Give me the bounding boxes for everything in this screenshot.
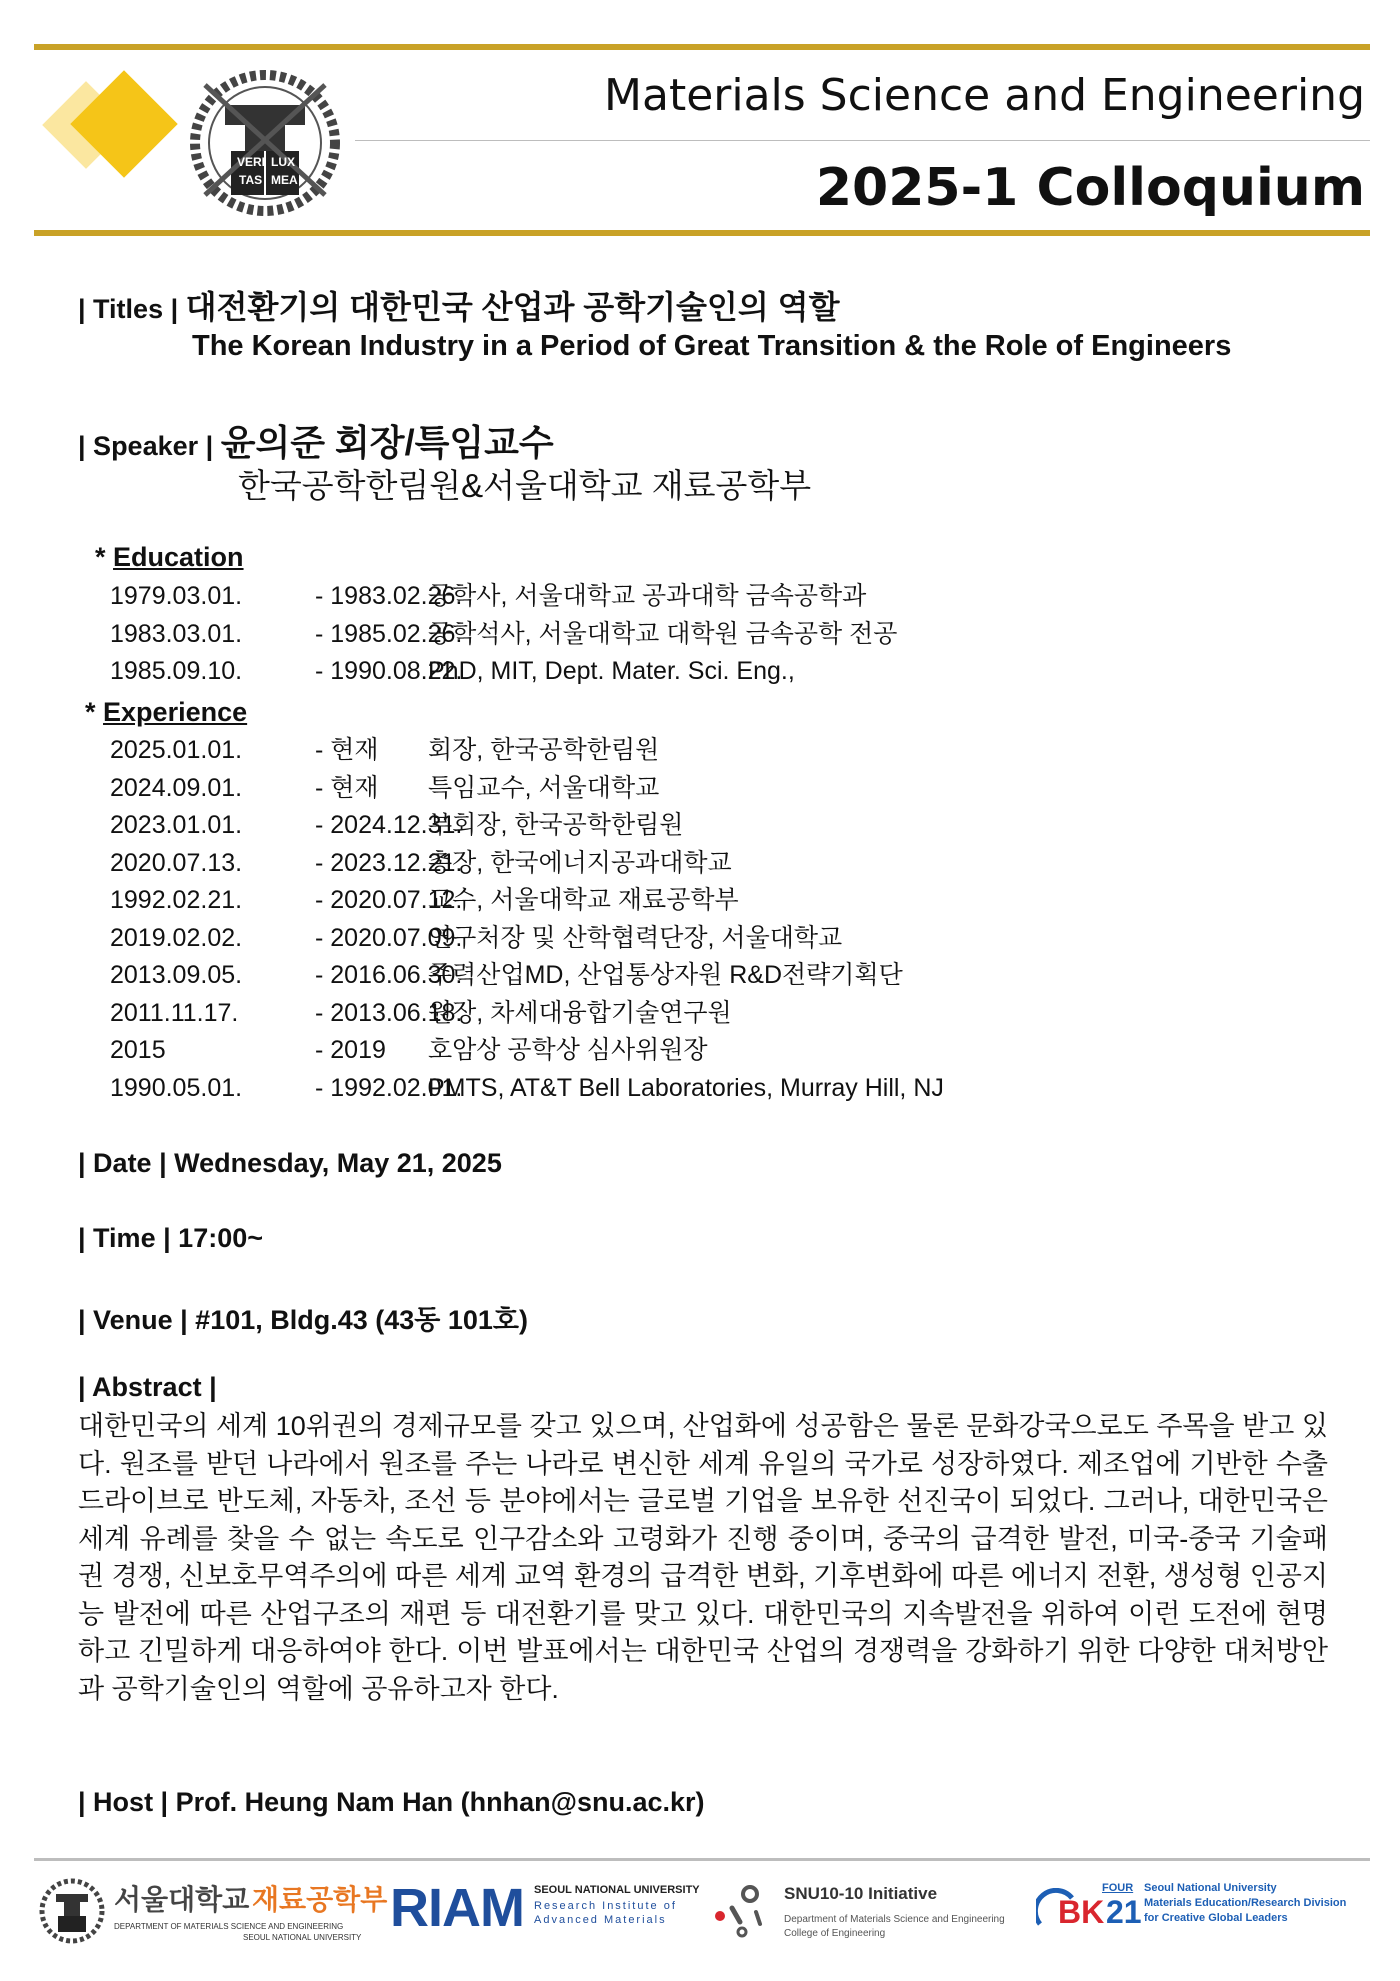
title-english: The Korean Industry in a Period of Great Transition & the Role of Engineers: [192, 330, 1232, 362]
abstract-label: | Abstract |: [78, 1372, 217, 1402]
experience-row-desc: PMTS, AT&T Bell Laboratories, Murray Hill, NJ: [428, 1073, 944, 1102]
experience-row-from: 2015: [110, 1036, 166, 1064]
education-row-desc: 공학석사, 서울대학교 대학원 금속공학 전공: [428, 619, 898, 648]
emblem-text-tas: TAS: [239, 173, 263, 187]
titles-label: | Titles |: [78, 294, 179, 324]
speaker-affiliation: 한국공학한림원&서울대학교 재료공학부: [238, 467, 812, 504]
riam-logo: RIAM: [390, 1878, 524, 1938]
snu-en: SEOUL NATIONAL UNIVERSITY: [243, 1933, 362, 1942]
experience-row-from: 2013.09.05.: [110, 961, 243, 989]
footer-snu10: [712, 1882, 1042, 1942]
speaker-name: 윤의준 회장/특임교수: [220, 422, 554, 463]
emblem-text-lux: LUX: [271, 155, 295, 169]
bk21-line2: Materials Education/Research Division: [1144, 1897, 1347, 1909]
snu-small-emblem: [38, 1878, 106, 1944]
experience-row-desc: 부회장, 한국공학한림원: [428, 811, 684, 839]
education-row-to: - 1985.02.26.: [315, 619, 463, 648]
abstract-text: 대한민국의 세계 10위권의 경제규모를 갖고 있으며, 산업화에 성공함은 물론 문화강국으로도 주목을 받고 있다. 원조를 받던 나라에서 원조를 주는 나라로 변신한 세계 유일의 국가로 성장하였다. 제조업에 기반한 수출 드라이브로 반도체, 자동차, 조선 등 분야에서는 글로벌 기업을 보유한 선진국이 되었다. 그러나, 대한민국은 세계 유례를 찾을 수 없는 속도로 인구감소와 고령화가 진행 중이며, 중국의 급격한 발전, 미국-중국 기술패권 경쟁, 신보호무역주의에 따른 세계 교역 환경의 급격한 변화, 기후변화에 따른 에너지 전환, 생성형 인공지능 발전에 따른 산업구조의 재편 등 대전환기를 맞고 있다. 대한민국의 지속발전을 위하여 이런 도전에 현명하고 긴밀하게 대응하여야 한다. 이번 발표에서는 대한민국 산업의 경쟁력을 강화하기 위한 다양한 대처방안과 공학기술인의 역할에 공유하고자 한다.: [78, 1411, 1328, 1704]
experience-row-to: - 현재: [315, 736, 379, 764]
bk21-line3: for Creative Global Leaders: [1144, 1912, 1288, 1924]
host-section: [78, 1787, 705, 1818]
experience-row-desc: 총장, 한국에너지공과대학교: [428, 848, 732, 877]
experience-row-from: 2023.01.01.: [110, 811, 243, 839]
snu10-logo-mark: [712, 1882, 768, 1938]
experience-row-from: 2011.11.17.: [110, 998, 239, 1027]
experience-row-to: - 2019: [315, 1036, 386, 1064]
venue-section: [78, 1298, 528, 1337]
header-top-bar: [34, 44, 1370, 50]
speaker-section: [78, 415, 554, 466]
education-heading-text: Education: [113, 542, 244, 572]
footer-divider: [34, 1858, 1370, 1861]
education-row-desc: PhD, MIT, Dept. Mater. Sci. Eng.,: [428, 657, 795, 685]
experience-row-to: - 2024.12.31.: [315, 811, 463, 839]
experience-row-from: 2019.02.02.: [110, 923, 243, 952]
bk21-line1: Seoul National University: [1144, 1882, 1277, 1894]
education-row-from: 1985.09.10.: [110, 657, 243, 685]
education-heading: [95, 542, 244, 573]
date-label: | Date |: [78, 1148, 167, 1178]
header-title-line2: 2025-1 Colloquium: [815, 158, 1365, 218]
footer-snu-mse: [38, 1876, 388, 1946]
experience-row-desc: 주력산업MD, 산업통상자원 R&D전략기획단: [428, 961, 903, 989]
experience-row-from: 1992.02.21.: [110, 886, 243, 914]
title-korean: 대전환기의 대한민국 산업과 공학기술인의 역할: [185, 289, 840, 325]
experience-row-from: 2024.09.01.: [110, 773, 243, 802]
experience-row-to: - 1992.02.01.: [315, 1073, 463, 1102]
snu10-line1: Department of Materials Science and Engineering: [784, 1914, 1005, 1925]
experience-row-desc: 회장, 한국공학한림원: [428, 736, 660, 764]
experience-bullet: *: [85, 697, 96, 727]
mse-dept-en: DEPARTMENT OF MATERIALS SCIENCE AND ENGINEERING: [114, 1922, 344, 1931]
snu-emblem: [185, 65, 345, 217]
riam-line2: Research Institute of: [534, 1900, 677, 1912]
experience-row-to: - 2023.12.21.: [315, 848, 463, 877]
education-row-from: 1979.03.01.: [110, 582, 243, 610]
experience-row-from: 1990.05.01.: [110, 1073, 243, 1102]
footer-bk21: [1036, 1882, 1370, 1942]
education-bullet: *: [95, 542, 106, 572]
host-value: Prof. Heung Nam Han (hnhan@snu.ac.kr): [175, 1787, 705, 1817]
date-value: Wednesday, May 21, 2025: [174, 1148, 502, 1178]
education-row-from: 1983.03.01.: [110, 619, 243, 648]
time-label: | Time |: [78, 1223, 171, 1253]
experience-row-from: 2020.07.13.: [110, 848, 243, 877]
emblem-text-veri: VERI: [237, 155, 266, 169]
mse-dept-ko: 재료공학부: [252, 1884, 388, 1915]
experience-row-desc: 호암상 공학상 심사위원장: [428, 1036, 708, 1064]
experience-row-desc: 원장, 차세대융합기술연구원: [428, 998, 732, 1027]
header-title-line1: Materials Science and Engineering: [604, 70, 1365, 121]
education-row-desc: 공학사, 서울대학교 공과대학 금속공학과: [428, 582, 867, 610]
riam-line1: SEOUL NATIONAL UNIVERSITY: [534, 1884, 700, 1896]
experience-row-desc: 특임교수, 서울대학교: [428, 773, 660, 802]
snu10-title: SNU10-10 Initiative: [784, 1884, 938, 1903]
snu-name-ko: 서울대학교: [114, 1884, 250, 1915]
experience-row-desc: 교수, 서울대학교 재료공학부: [428, 886, 739, 914]
experience-heading: [85, 697, 247, 728]
education-row-to: - 1990.08.22.: [315, 657, 463, 685]
bk21-four: FOUR: [1102, 1882, 1134, 1894]
time-section: [78, 1223, 263, 1254]
titles-section: [78, 282, 839, 328]
time-value: 17:00~: [178, 1223, 263, 1253]
footer-riam: [390, 1880, 710, 1940]
bk21-21: 21: [1106, 1894, 1142, 1930]
host-label: | Host |: [78, 1787, 169, 1817]
date-section: [78, 1148, 502, 1179]
speaker-label: | Speaker |: [78, 431, 214, 461]
venue-value: #101, Bldg.43 (43동 101호): [195, 1305, 528, 1335]
bk21-bk: BK: [1058, 1894, 1105, 1930]
experience-row-to: - 2016.06.30.: [315, 961, 463, 989]
venue-label: | Venue |: [78, 1305, 188, 1335]
riam-line3: Advanced Materials: [534, 1914, 667, 1926]
experience-row-from: 2025.01.01.: [110, 736, 243, 764]
experience-row-to: - 2013.06.18.: [315, 998, 463, 1027]
experience-row-to: - 2020.07.12.: [315, 886, 463, 914]
emblem-text-mea: MEA: [271, 173, 298, 187]
header-divider: [355, 140, 1370, 141]
experience-row-desc: 연구처장 및 산학협력단장, 서울대학교: [428, 923, 843, 952]
snu10-line2: College of Engineering: [784, 1928, 886, 1939]
experience-row-to: - 현재: [315, 773, 379, 802]
experience-heading-text: Experience: [103, 697, 248, 727]
education-row-to: - 1983.02.26.: [315, 582, 463, 610]
experience-row-to: - 2020.07.09.: [315, 923, 463, 952]
header-bottom-bar: [34, 230, 1370, 236]
